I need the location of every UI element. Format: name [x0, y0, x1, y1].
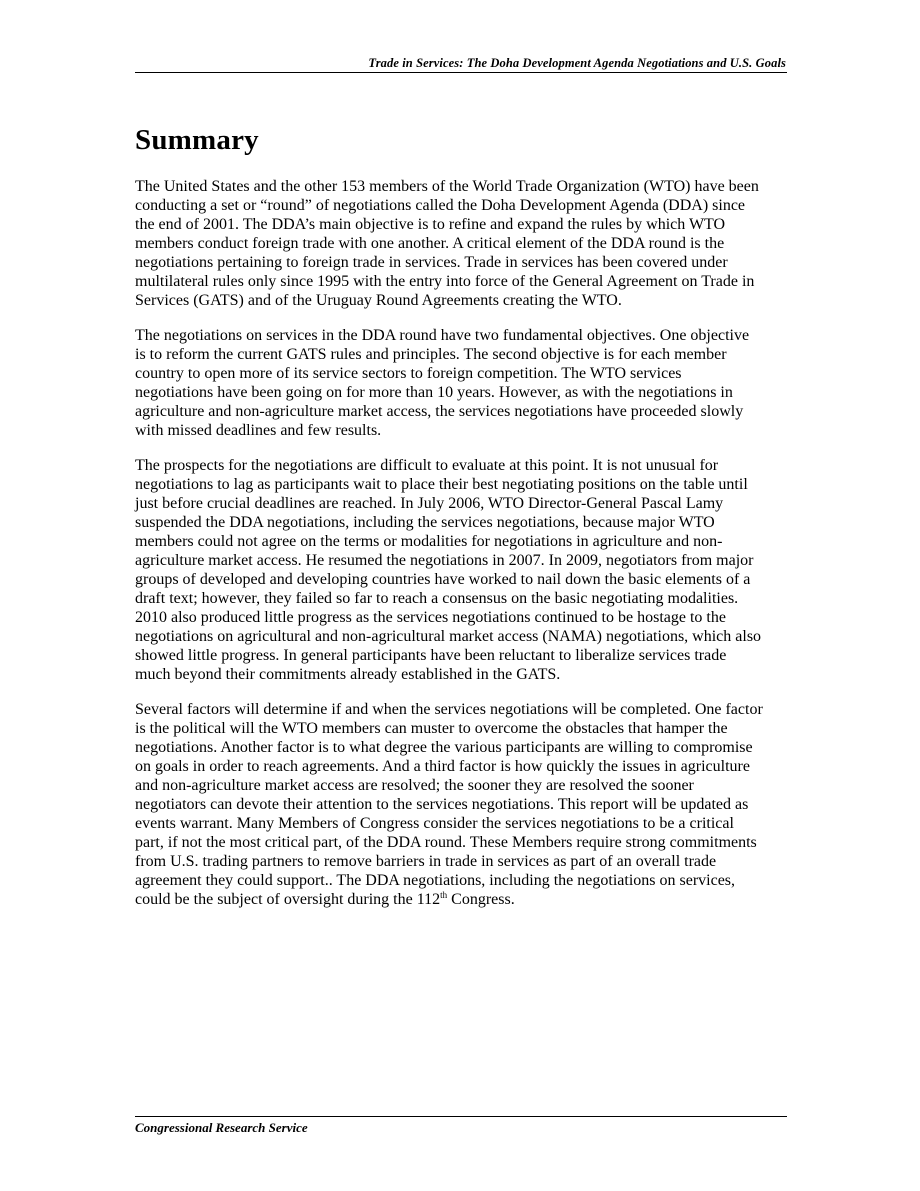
paragraph-4-tail: Congress. [447, 891, 515, 908]
section-title: Summary [135, 124, 259, 156]
ordinal-superscript: th [440, 890, 448, 900]
paragraph-3: The prospects for the negotiations are difficult to evaluate at this point. It is not unusual for negotiations to lag as participants wait to place their best negotiating positions on the table until just before crucial deadlines are reached. In July 2006, WTO Director-General Pascal Lamy suspended the DDA negotiations, including the services negotiations, because major WTO members could not agree on the terms or modalities for negotiations in agriculture and non- agriculture market access. He resumed the negotiations in 2007. In 2009, negotiators from major groups of developed and developing countries have worked to nail down the basic elements of a draft text; however, they failed so far to reach a consensus on the basic negotiating modalities. 2010 also produced little progress as the services negotiations continued to be hostage to the negotiations on agricultural and non-agricultural market access (NAMA) negotiations, which also showed little progress. In general participants have been reluctant to liberalize services trade much beyond their commitments already established in the GATS. [135, 457, 762, 683]
summary-body [135, 177, 795, 925]
running-header: Trade in Services: The Doha Development Agenda Negotiations and U.S. Goals [368, 56, 786, 70]
paragraph-1: The United States and the other 153 members of the World Trade Organization (WTO) have been conducting a set or “round” of negotiations called the Doha Development Agenda (DDA) since the end of 2001. The DDA’s main objective is to refine and expand the rules by which WTO members conduct foreign trade with one another. A critical element of the DDA round is the negotiations pertaining to foreign trade in services. Trade in services has been covered under multilateral rules only since 1995 with the entry into force of the General Agreement on Trade in Services (GATS) and of the Uruguay Round Agreements creating the WTO. [135, 178, 759, 309]
running-footer: Congressional Research Service [135, 1120, 308, 1135]
header-rule [135, 72, 787, 73]
footer-rule [135, 1116, 787, 1117]
paragraph-4 [135, 700, 795, 909]
paragraph-2: The negotiations on services in the DDA round have two fundamental objectives. One objective is to reform the current GATS rules and principles. The second objective is for each member country to open more of its service sectors to foreign competition. The WTO services negotiations have been going on for more than 10 years. However, as with the negotiations in agriculture and non-agriculture market access, the services negotiations have proceeded slowly with missed deadlines and few results. [135, 327, 750, 439]
paragraph-4-text: Several factors will determine if and when the services negotiations will be completed. One factor is the political will the WTO members can muster to overcome the obstacles that hamper the negotiations. Another factor is to what degree the various participants are willing to compromise on goals in order to reach agreements. And a third factor is how quickly the issues in agriculture and non-agriculture market access are resolved; the sooner they are resolved the sooner negotiators can devote their attention to the services negotiations. This report will be updated as events warrant. Many Members of Congress consider the services negotiations to be a critical part, if not the most critical part, of the DDA round. These Members require strong commitments from U.S. trading partners to remove barriers in trade in services as part of an overall trade agreement they could support.. The DDA negotiations, including the negotiations on services, could be the subject of oversight during the 112 [135, 701, 763, 908]
